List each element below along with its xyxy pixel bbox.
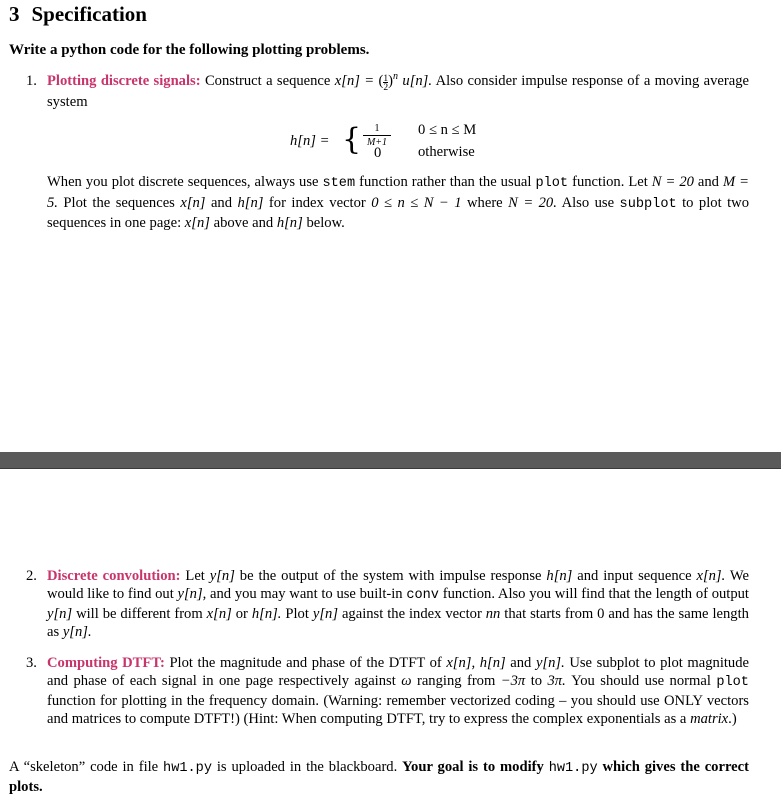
bold-text: which gives the correct plots. <box>9 759 749 795</box>
math-yn: y[n], <box>177 586 207 602</box>
equation-brace: { <box>342 122 362 157</box>
one-half-fraction <box>383 75 388 93</box>
p-text: Plot <box>285 606 309 622</box>
p2-text: Plot the sequences <box>63 194 175 211</box>
fraction-denominator: M+1 <box>366 137 388 148</box>
math-range-from: −3π <box>500 673 526 689</box>
math-N-eq: N = 20 <box>651 174 694 190</box>
p-text: and you may want to use built-in <box>210 586 403 602</box>
math-N-eq: N = 20. <box>508 194 557 211</box>
math-hn: h[n] <box>276 215 303 231</box>
p-text: to <box>530 673 543 689</box>
p-text: We would like to find out <box>47 568 749 602</box>
p-text: Let <box>185 568 205 584</box>
problem-2 <box>26 567 749 641</box>
problem-1-number: 1. <box>26 73 37 89</box>
math-index-range: 0 ≤ n ≤ N − 1 <box>371 194 462 211</box>
p-text: and <box>510 655 532 671</box>
section-number: 3 <box>9 2 20 26</box>
problem-1-heading: Plotting discrete signals: <box>47 73 201 89</box>
p-text: Use subplot to plot magnitude and phase of each signal in one page respectively against <box>47 655 749 689</box>
p-text: function for plotting in the frequency domain. (Warning: remember vectorized coding – you should use ONLY vectors and matrices to compute DTFT!) (Hint: When computing DTFT, try to express the complex exponentials as a <box>47 693 749 727</box>
math-yn: y[n]. <box>535 655 565 671</box>
p2-text: where <box>467 194 503 211</box>
code-stem: stem <box>322 176 356 191</box>
exponent-n: n <box>393 71 399 83</box>
p-text: You should use normal <box>571 673 711 689</box>
p2-text: function rather than the usual <box>359 174 532 190</box>
p2-text: When you plot discrete sequences, always use <box>47 174 319 190</box>
p2-text: Also use <box>561 194 615 211</box>
code-plot: plot <box>535 176 569 191</box>
emphasis-matrix: matrix <box>690 711 729 727</box>
equation-condition-1: 0 ≤ n ≤ M <box>418 122 477 138</box>
math-omega: ω <box>401 673 412 689</box>
half-numerator: 1 <box>383 74 389 84</box>
problem-1-text-b: Also consider impulse response of a moving average system <box>47 73 749 110</box>
section-title: Specification <box>31 2 147 26</box>
math-xn: x[n] <box>180 194 206 211</box>
math-hn: h[n] <box>237 194 264 211</box>
p2-text: and <box>697 174 719 190</box>
p-text: A “skeleton” code in file <box>9 759 159 775</box>
math-xn: x[n] <box>206 606 232 622</box>
problem-3-number: 3. <box>26 655 37 671</box>
lead-sentence: Write a python code for the following plotting problems. <box>9 42 370 58</box>
math-nn: nn <box>485 606 501 622</box>
problem-3 <box>26 654 749 728</box>
p2-text: above and <box>213 215 274 231</box>
problem-1-paragraph-2 <box>47 173 749 233</box>
math-hn: h[n] <box>479 655 506 671</box>
problem-3-heading: Computing DTFT: <box>47 655 165 671</box>
math-hn: h[n] <box>546 568 573 584</box>
unit-step: u[n]. <box>402 73 432 89</box>
problem-2-number: 2. <box>26 568 37 584</box>
math-xn: x[n] <box>184 215 210 231</box>
equation-lhs: h[n] = <box>290 133 330 149</box>
p-text: function. Also you will find that the length of output <box>442 586 749 602</box>
code-filename: hw1.py <box>163 761 212 776</box>
math-xn: x[n]. <box>696 568 726 584</box>
equation-zero: 0 <box>374 145 382 161</box>
p-text: will be different from <box>76 606 203 622</box>
page-separator <box>0 452 781 469</box>
p-text: ranging from <box>416 673 496 689</box>
p-text: or <box>235 606 248 622</box>
equation-condition-2: otherwise <box>418 144 475 160</box>
p2-text: for index vector <box>268 194 366 211</box>
p2-text: below. <box>306 215 345 231</box>
math-yn: y[n] <box>47 606 73 622</box>
page-bottom <box>0 469 781 806</box>
p2-text: function. Let <box>572 174 648 190</box>
fraction-numerator: 1 <box>374 123 380 134</box>
p2-text: and <box>210 194 233 211</box>
p-text: be the output of the system with impulse response <box>239 568 542 584</box>
bold-text: Your goal is to modify <box>402 759 544 775</box>
p-text: and input sequence <box>577 568 692 584</box>
p-text: .) <box>728 711 737 727</box>
code-conv: conv <box>406 588 439 603</box>
x-definition-lhs: x[n] = <box>334 73 375 89</box>
p-text: Plot the magnitude and phase of the DTFT of <box>169 655 442 671</box>
p-text: that starts from 0 and has the same length as <box>47 606 749 640</box>
code-subplot: subplot <box>619 196 677 212</box>
problem-2-heading: Discrete convolution: <box>47 568 181 584</box>
x-definition-rhs: $(\frac{1}{2})^n$ <box>378 71 399 93</box>
section-heading <box>9 2 147 27</box>
p-text: is uploaded in the blackboard. <box>216 759 398 775</box>
math-hn: h[n]. <box>251 606 282 622</box>
problem-1 <box>26 71 749 111</box>
math-xn: x[n], <box>446 655 476 671</box>
code-plot: plot <box>716 675 749 690</box>
closing-paragraph <box>9 758 749 796</box>
half-denominator: 2 <box>383 83 389 93</box>
p-text: against the index vector <box>341 606 482 622</box>
p2-text: to plot two sequences in one page: <box>47 194 749 231</box>
code-filename: hw1.py <box>548 761 598 776</box>
math-yn: y[n] <box>209 568 235 584</box>
problem-1-text-a: Construct a sequence <box>204 73 331 89</box>
math-yn: y[n]. <box>62 624 92 640</box>
math-M-eq: M = 5. <box>47 174 749 211</box>
math-range-to: 3π. <box>547 673 566 689</box>
math-yn: y[n] <box>312 606 338 622</box>
